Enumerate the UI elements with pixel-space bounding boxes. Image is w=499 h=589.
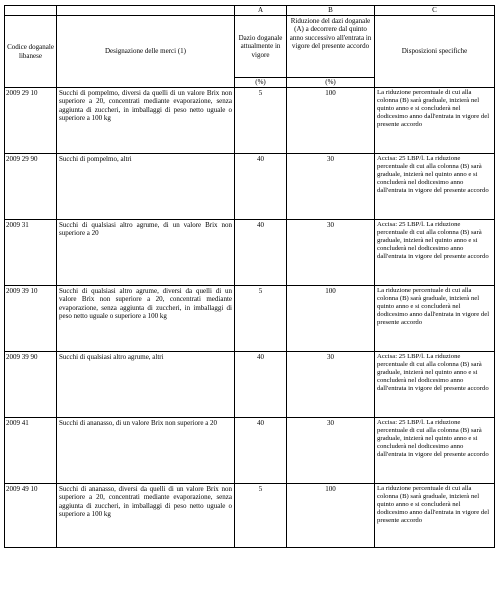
goods-description: Succhi di qualsiasi altro agrume, diversi da quelli di un valore Brix non superiore a 20, concentrati mediante evaporazione, senza aggiunta di zuccheri, in imballaggi di peso netto uguale o superiore a 100 kg bbox=[57, 286, 235, 352]
specific-provisions: La riduzione percentuale di cui alla colonna (B) sarà graduale, inizierà nel quinto anno e si concluderà nel dodicesimo anno dall'entrata in vigore del presente accordo bbox=[375, 88, 495, 154]
table-row bbox=[5, 154, 495, 220]
table-row bbox=[5, 484, 495, 548]
reduction-value: 30 bbox=[287, 352, 375, 418]
specific-provisions: Accisa: 25 LBP/l. La riduzione percentuale di cui alla colonna (B) sarà graduale, inizierà nel quinto anno e si concluderà nel dodicesimo anno dall'entrata in vigore del presente accordo bbox=[375, 220, 495, 286]
specific-provisions: La riduzione percentuale di cui alla colonna (B) sarà graduale, inizierà nel quinto anno e si concluderà nel dodicesimo anno dall'entrata in vigore del presente accordo bbox=[375, 484, 495, 548]
reduction-column-header: Riduzione del dazi doganale (A) a decorrere dal quinto anno successivo all'entrata in vigore del presente accordo bbox=[287, 16, 375, 78]
reduction-value: 30 bbox=[287, 418, 375, 484]
goods-description: Succhi di ananasso, di un valore Brix non superiore a 20 bbox=[57, 418, 235, 484]
letter-cell-a: A bbox=[235, 6, 287, 16]
table-row bbox=[5, 286, 495, 352]
provisions-column-header: Disposizioni specifiche bbox=[375, 16, 495, 88]
specific-provisions: Accisa: 25 LBP/l. La riduzione percentuale di cui alla colonna (B) sarà graduale, inizierà nel quinto anno e si concluderà nel dodicesimo anno dall'entrata in vigore del presente accordo bbox=[375, 154, 495, 220]
duty-column-header: Dazio doganale attualmente in vigore bbox=[235, 16, 287, 78]
tariff-code: 2009 29 90 bbox=[5, 154, 57, 220]
reduction-unit: (%) bbox=[287, 78, 375, 88]
reduction-value: 30 bbox=[287, 220, 375, 286]
duty-value: 40 bbox=[235, 154, 287, 220]
tariff-code: 2009 39 10 bbox=[5, 286, 57, 352]
specific-provisions: Accisa: 25 LBP/l. La riduzione percentuale di cui alla colonna (B) sarà graduale, inizierà nel quinto anno e si concluderà nel dodicesimo anno dall'entrata in vigore del presente accordo bbox=[375, 352, 495, 418]
specific-provisions: La riduzione percentuale di cui alla colonna (B) sarà graduale, inizierà nel quinto anno e si concluderà nel dodicesimo anno dall'entrata in vigore del presente accordo bbox=[375, 286, 495, 352]
duty-value: 40 bbox=[235, 220, 287, 286]
duty-value: 5 bbox=[235, 88, 287, 154]
letter-cell-b: B bbox=[287, 6, 375, 16]
code-column-header: Codice doganale libanese bbox=[5, 16, 57, 88]
reduction-value: 30 bbox=[287, 154, 375, 220]
reduction-value: 100 bbox=[287, 484, 375, 548]
column-letter-row bbox=[5, 6, 495, 16]
letter-cell-code bbox=[5, 6, 57, 16]
duty-value: 40 bbox=[235, 352, 287, 418]
specific-provisions: Accisa: 25 LBP/l. La riduzione percentuale di cui alla colonna (B) sarà graduale, inizierà nel quinto anno e si concluderà nel dodicesimo anno dall'entrata in vigore del presente accordo bbox=[375, 418, 495, 484]
tariff-code: 2009 49 10 bbox=[5, 484, 57, 548]
tariff-table-wrapper bbox=[4, 5, 494, 548]
duty-value: 5 bbox=[235, 484, 287, 548]
letter-cell-c: C bbox=[375, 6, 495, 16]
table-row bbox=[5, 352, 495, 418]
tariff-table bbox=[4, 5, 495, 548]
description-column-header: Designazione delle merci (1) bbox=[57, 16, 235, 88]
goods-description: Succhi di qualsiasi altro agrume, altri bbox=[57, 352, 235, 418]
goods-description: Succhi di pompelmo, diversi da quelli di un valore Brix non superiore a 20, concentrati mediante evaporazione, senza aggiunta di zuccheri, in imballaggi di peso netto uguale o superiore a 100 kg bbox=[57, 88, 235, 154]
header-row bbox=[5, 16, 495, 78]
tariff-code: 2009 31 bbox=[5, 220, 57, 286]
reduction-value: 100 bbox=[287, 88, 375, 154]
tariff-code: 2009 39 90 bbox=[5, 352, 57, 418]
tariff-code: 2009 41 bbox=[5, 418, 57, 484]
duty-value: 40 bbox=[235, 418, 287, 484]
table-row bbox=[5, 220, 495, 286]
table-row bbox=[5, 418, 495, 484]
duty-value: 5 bbox=[235, 286, 287, 352]
goods-description: Succhi di qualsiasi altro agrume, di un valore Brix non superiore a 20 bbox=[57, 220, 235, 286]
table-row bbox=[5, 88, 495, 154]
reduction-value: 100 bbox=[287, 286, 375, 352]
goods-description: Succhi di ananasso, diversi da quelli di un valore Brix non superiore a 20, concentrati mediante evaporazione, senza aggiunta di zuccheri, in imballaggi di peso netto uguale o superiore a 100 kg bbox=[57, 484, 235, 548]
duty-unit: (%) bbox=[235, 78, 287, 88]
letter-cell-desc bbox=[57, 6, 235, 16]
goods-description: Succhi di pompelmo, altri bbox=[57, 154, 235, 220]
tariff-code: 2009 29 10 bbox=[5, 88, 57, 154]
